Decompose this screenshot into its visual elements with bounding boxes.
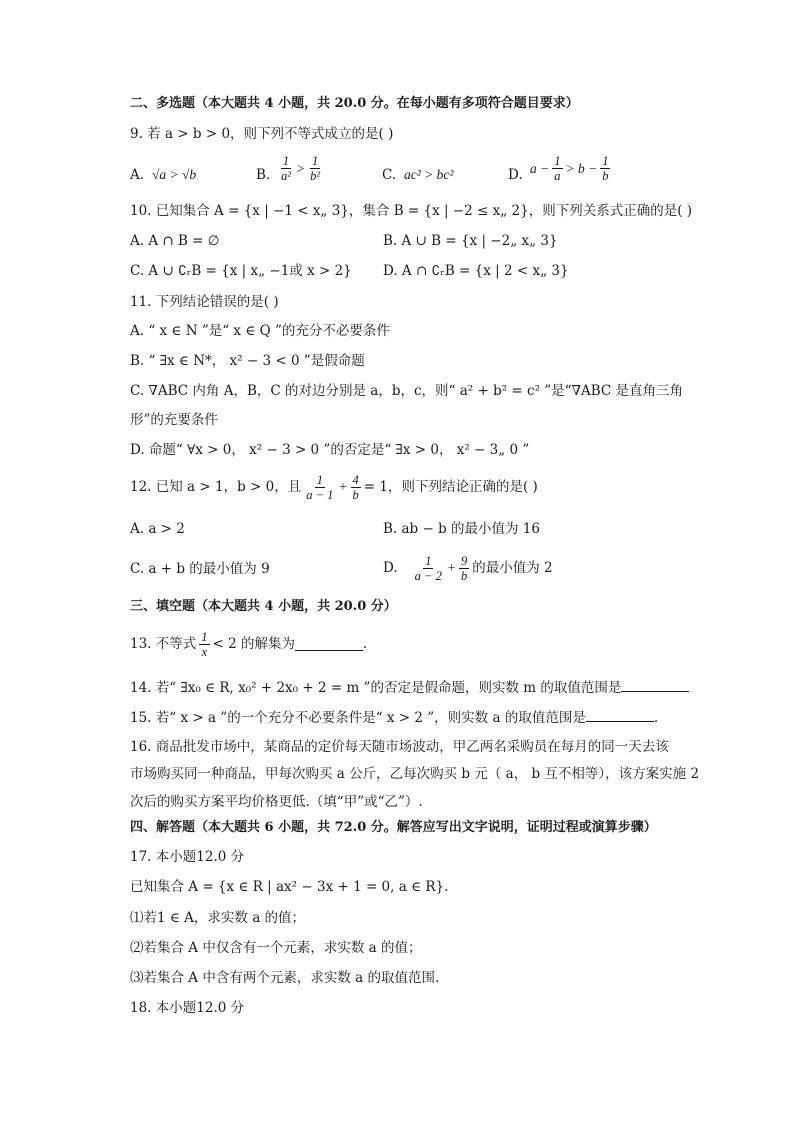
q9-option-b-label: B. [256,167,271,183]
option-label: D. [383,560,398,576]
question-11-stem: 11. 下列结论错误的是( ) [130,294,279,310]
stem-text: . [653,710,659,726]
question-12-stem [130,470,538,504]
q10-option-d: D. A ∩ ∁ᵣB = {x | 2 < x„ 3} [383,263,569,279]
numerator: 1 [201,629,208,644]
answer-blank[interactable] [295,638,363,651]
q11-option-b: B. “ ∃x ∈ N*， x² − 3 < 0 ”是假命题 [130,353,365,369]
question-16-line1: 16. 商品批发市场中，某商品的定价每天随市场波动，甲乙两名采购员在每月的同一天去该 [130,739,669,755]
question-16-line3: 次后的购买方案平均价格更低.（填“甲”或“乙”）. [130,794,423,810]
q10-option-a: A. A ∩ B = ∅ [130,233,220,249]
denominator: b² [310,169,321,183]
q12-option-d [383,550,553,586]
fraction [304,473,335,502]
numerator: 1 [316,472,323,487]
question-17-part-3: ⑶若集合 A 中含有两个元素，求实数 a 的取值范围. [130,970,440,986]
denominator: b [352,487,359,502]
numerator: 1 [282,154,290,168]
question-18-header: 18. 本小题12.0 分 [130,1000,245,1016]
fraction [459,554,469,583]
denominator: a − 2 [414,568,442,583]
section-header-solutions: 四、解答题（本大题共 6 小题，共 72.0 分。解答应写出文字说明，证明过程或演算步骤） [130,820,657,835]
question-17-part-1: ⑴若1 ∈ A，求实数 a 的值； [130,910,306,926]
denominator: b [460,568,468,583]
stem-text: 14. 若“ ∃x₀ ∈ R, x₀² + 2x₀ + 2 = m ”的否定是假命题，则实数 m 的取值范围是 [130,680,622,696]
question-16-line2: 市场购买同一种商品，甲每次购买 a 公斤，乙每次购买 b 元（ a， b 互不相等），该方案实施 2 [130,766,700,782]
stem-text: 13. 不等式 [130,636,197,652]
stem-text: = 1，则下列结论正确的是( ) [363,479,538,495]
fraction [351,473,361,502]
denominator: x [201,644,208,659]
question-15 [130,709,658,727]
q11-option-c-line1: C. ∇ABC 内角 A，B，C 的对边分别是 a，b，c，则“ a² + b² = c² ”是“∇ABC 是直角三角 [130,383,684,399]
q12-option-c: C. a + b 的最小值为 9 [130,561,270,577]
q9-option-a: √a > √b [152,167,197,182]
fraction [308,154,322,183]
denominator: b [602,169,609,183]
option-text: 的最小值为 2 [472,560,553,576]
operator: + [338,479,348,494]
question-17-part-2: ⑵若集合 A 中仅含有一个元素，求实数 a 的值； [130,940,422,956]
fraction [600,154,610,183]
stem-text: < 2 的解集为 [212,636,295,652]
denominator: a [554,169,561,183]
q10-option-b: B. A ∪ B = {x | −2„ x„ 3} [383,233,558,249]
q10-option-c: C. A ∪ ∁ᵣB = {x | x„ −1或 x > 2} [130,263,352,279]
stem-text: 15. 若“ x > a ”的一个充分不必要条件是“ x > 2 ”，则实数 a 的取值范围是 [130,710,586,726]
fraction [552,154,562,183]
q9-option-d [530,154,613,183]
q9-option-c-label: C. [382,167,397,183]
numerator: 1 [425,553,432,568]
numerator: 1 [312,154,319,168]
question-17-statement: 已知集合 A = {x ∈ R | ax² − 3x + 1 = 0, a ∈ R}. [130,879,449,895]
operator: + [446,560,456,575]
numerator: 9 [460,553,468,568]
q11-option-c-line2: 形”的充要条件 [130,412,218,428]
question-14 [130,679,689,697]
answer-blank[interactable] [621,679,689,692]
section-header-multiple-choice: 二、多选题（本大题共 4 小题，共 20.0 分。在每小题有多项符合题目要求） [130,96,579,111]
section-header-fill-in: 三、填空题（本大题共 4 小题，共 20.0 分） [130,599,397,614]
question-10-stem: 10. 已知集合 A = {x | −1 < x„ 3}，集合 B = {x | −2 ≤ x„ 2}，则下列关系式正确的是( ) [130,203,693,219]
stem-text: 12. 已知 a > 1，b > 0，且 [130,479,302,495]
q9-option-a-label: A. [130,167,145,183]
operator: > [296,160,306,176]
q12-option-b: B. ab − b 的最小值为 16 [383,521,540,537]
q11-option-d: D. 命题“ ∀x > 0， x² − 3 > 0 ”的否定是“ ∃x > 0， x² − 3„ 0 ” [130,442,530,458]
answer-blank[interactable] [586,709,654,722]
question-9-stem: 9. 若 a > b > 0，则下列不等式成立的是( ) [130,126,394,142]
question-13 [130,626,367,662]
denominator: a − 1 [306,487,334,502]
fraction [413,554,444,583]
question-17-header: 17. 本小题12.0 分 [130,849,245,865]
expr-text: a − [530,160,550,176]
q12-option-a: A. a > 2 [130,521,185,537]
numerator: 4 [352,472,359,487]
numerator: 1 [554,154,561,168]
expr-text: > b − [565,160,598,176]
denominator: a² [281,169,291,183]
fraction [199,630,209,659]
q9-option-c: ac² > bc² [404,167,454,182]
stem-text: . [363,636,368,652]
q9-option-b [276,154,325,183]
q11-option-a: A. “ x ∈ N ”是“ x ∈ Q ”的充分不必要条件 [130,323,390,339]
numerator: 1 [602,154,609,168]
q9-option-d-label: D. [508,167,523,183]
fraction [279,154,293,183]
